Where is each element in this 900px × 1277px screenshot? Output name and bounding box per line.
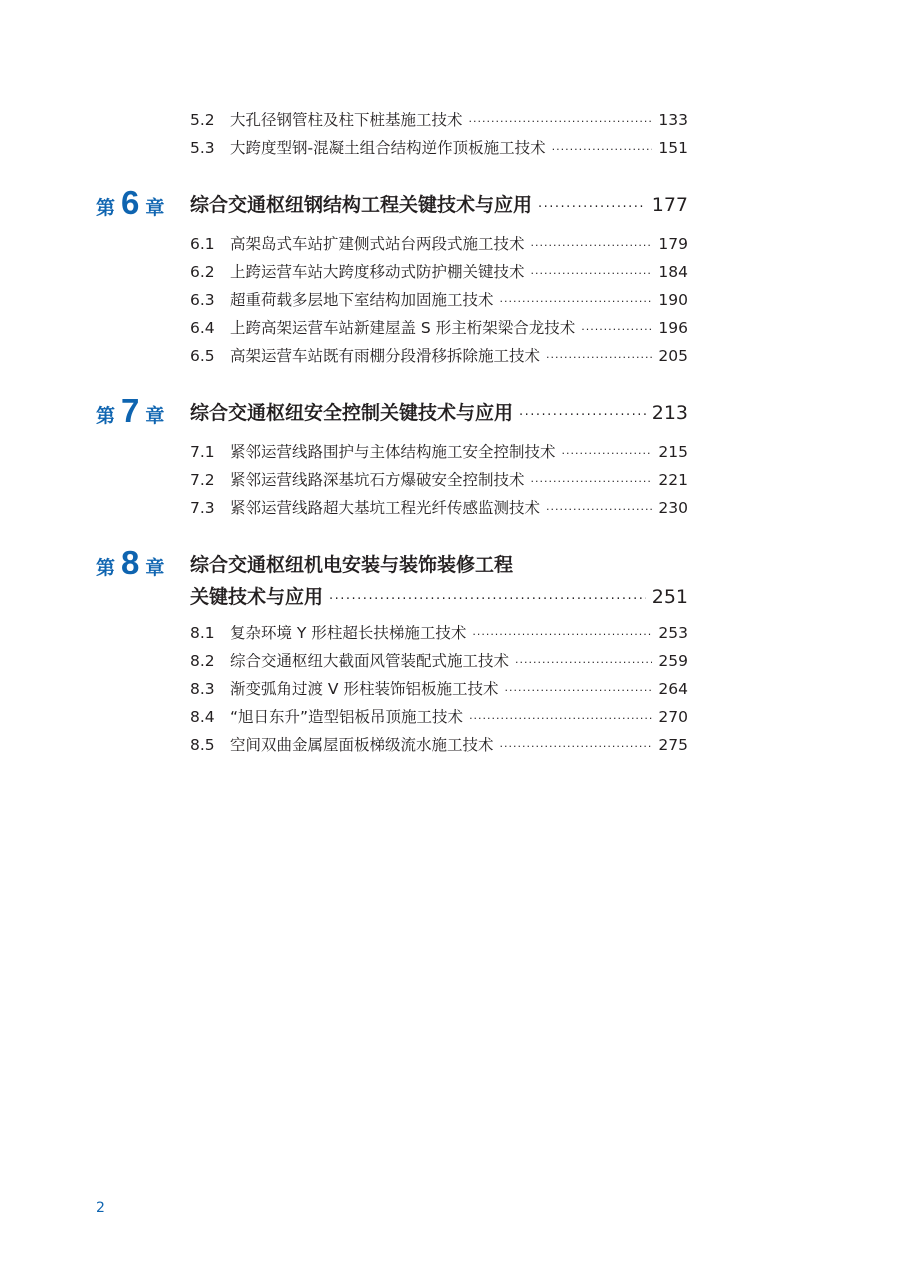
chapter-number: 6 (121, 184, 140, 221)
chapter-label (96, 392, 164, 432)
section-number: 7.1 (190, 443, 215, 461)
section-page: 221 (658, 471, 688, 489)
section-title: 上跨运营车站大跨度移动式防护棚关键技术 (230, 263, 525, 281)
toc-entry-6-1[interactable] (190, 232, 688, 256)
chapter-title: 综合交通枢纽机电安装与装饰装修工程 (190, 554, 514, 576)
chapter-title-line (190, 190, 688, 220)
chapter-number: 8 (121, 544, 140, 581)
section-title: 渐变弧角过渡 V 形柱装饰铝板施工技术 (230, 680, 499, 698)
section-number: 6.3 (190, 291, 215, 309)
dot-leader (562, 447, 653, 460)
dot-leader (581, 323, 652, 336)
chapter-suffix: 章 (145, 405, 165, 427)
section-number: 8.3 (190, 680, 215, 698)
toc-entry-8-2[interactable] (190, 649, 688, 673)
dot-leader (504, 684, 652, 697)
chapter-prefix: 第 (96, 405, 116, 427)
chapter-7-heading[interactable] (0, 392, 900, 432)
section-number: 6.4 (190, 319, 215, 337)
section-title: “旭日东升”造型铝板吊顶施工技术 (230, 708, 464, 726)
toc-entry-6-2[interactable] (190, 260, 688, 284)
chapter-number: 7 (121, 392, 140, 429)
dot-leader (546, 351, 652, 364)
chapter-8-heading[interactable] (0, 544, 900, 616)
dot-leader (552, 143, 653, 156)
section-page: 179 (658, 235, 688, 253)
dot-leader (531, 267, 653, 280)
chapter-title-line (190, 398, 688, 428)
section-number: 8.1 (190, 624, 215, 642)
chapter-prefix: 第 (96, 557, 116, 579)
section-page: 215 (658, 443, 688, 461)
dot-leader (531, 475, 653, 488)
section-number: 8.5 (190, 736, 215, 754)
section-number: 7.2 (190, 471, 215, 489)
chapter-page: 213 (651, 402, 688, 424)
section-title: 高架运营车站既有雨棚分段滑移拆除施工技术 (230, 347, 541, 365)
section-number: 7.3 (190, 499, 215, 517)
dot-leader (538, 200, 646, 215)
dot-leader (329, 592, 646, 607)
chapter-suffix: 章 (145, 557, 165, 579)
section-page: 133 (658, 111, 688, 129)
chapter-page: 251 (651, 586, 688, 608)
toc-entry-6-5[interactable] (190, 344, 688, 368)
toc-entry-5-2[interactable] (190, 108, 688, 132)
section-page: 264 (658, 680, 688, 698)
section-title: 紧邻运营线路超大基坑工程光纤传感监测技术 (230, 499, 541, 517)
section-title: 紧邻运营线路深基坑石方爆破安全控制技术 (230, 471, 525, 489)
section-title: 大孔径钢管柱及柱下桩基施工技术 (230, 111, 463, 129)
toc-entry-8-1[interactable] (190, 621, 688, 645)
toc-entry-6-4[interactable] (190, 316, 688, 340)
toc-entry-8-3[interactable] (190, 677, 688, 701)
section-number: 5.2 (190, 111, 215, 129)
toc-entry-5-3[interactable] (190, 136, 688, 160)
dot-leader (546, 503, 652, 516)
section-number: 5.3 (190, 139, 215, 157)
section-number: 8.4 (190, 708, 215, 726)
chapter-label (96, 184, 164, 224)
section-page: 253 (658, 624, 688, 642)
dot-leader (469, 115, 653, 128)
toc-entry-6-3[interactable] (190, 288, 688, 312)
section-page: 151 (658, 139, 688, 157)
toc-entry-7-2[interactable] (190, 468, 688, 492)
page-number: 2 (96, 1200, 105, 1216)
section-page: 190 (658, 291, 688, 309)
section-title: 紧邻运营线路围护与主体结构施工安全控制技术 (230, 443, 556, 461)
section-title: 大跨度型钢-混凝土组合结构逆作顶板施工技术 (230, 139, 546, 157)
section-title: 高架岛式车站扩建侧式站台两段式施工技术 (230, 235, 525, 253)
section-title: 综合交通枢纽大截面风管装配式施工技术 (230, 652, 510, 670)
chapter-title: 综合交通枢纽钢结构工程关键技术与应用 (190, 194, 533, 216)
dot-leader (515, 656, 652, 669)
chapter-title-continued: 关键技术与应用 (190, 586, 324, 608)
section-title: 复杂环境 Y 形柱超长扶梯施工技术 (230, 624, 467, 642)
section-number: 6.2 (190, 263, 215, 281)
toc-entry-8-5[interactable] (190, 733, 688, 757)
section-page: 184 (658, 263, 688, 281)
chapter-label (96, 544, 164, 584)
chapter-prefix: 第 (96, 197, 116, 219)
dot-leader (469, 712, 652, 725)
section-page: 270 (658, 708, 688, 726)
chapter-title: 综合交通枢纽安全控制关键技术与应用 (190, 402, 514, 424)
section-page: 230 (658, 499, 688, 517)
section-title: 超重荷载多层地下室结构加固施工技术 (230, 291, 494, 309)
chapter-suffix: 章 (145, 197, 165, 219)
section-title: 空间双曲金属屋面板梯级流水施工技术 (230, 736, 494, 754)
section-page: 275 (658, 736, 688, 754)
section-title: 上跨高架运营车站新建屋盖 S 形主桁架梁合龙技术 (230, 319, 576, 337)
chapter-title-line-2 (190, 582, 688, 612)
section-number: 6.1 (190, 235, 215, 253)
chapter-6-heading[interactable] (0, 184, 900, 224)
toc-entry-7-1[interactable] (190, 440, 688, 464)
toc-entry-7-3[interactable] (190, 496, 688, 520)
section-page: 205 (658, 347, 688, 365)
section-page: 196 (658, 319, 688, 337)
chapter-page: 177 (651, 194, 688, 216)
dot-leader (531, 239, 653, 252)
chapter-title-line-1 (190, 550, 688, 580)
dot-leader (500, 295, 653, 308)
section-number: 8.2 (190, 652, 215, 670)
toc-entry-8-4[interactable] (190, 705, 688, 729)
dot-leader (472, 628, 652, 641)
dot-leader (519, 408, 646, 423)
dot-leader (500, 740, 653, 753)
section-page: 259 (658, 652, 688, 670)
section-number: 6.5 (190, 347, 215, 365)
